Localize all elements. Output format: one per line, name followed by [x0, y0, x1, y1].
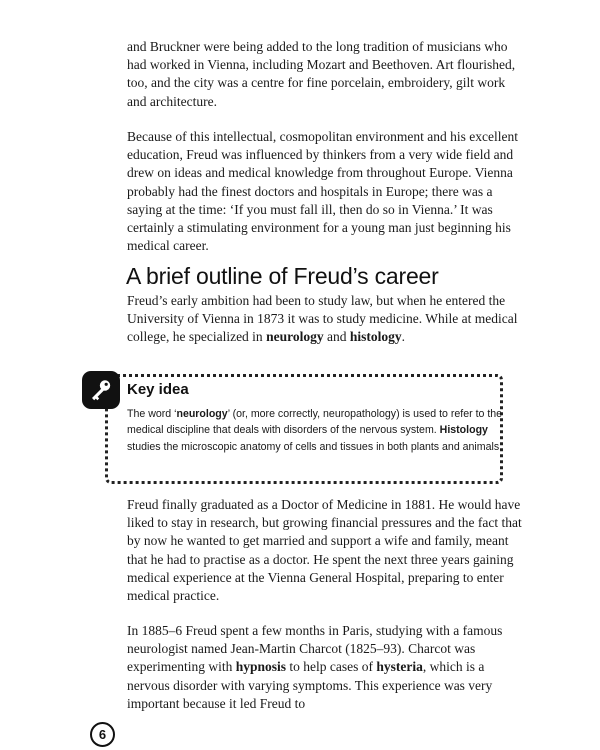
- term-neurology: neurology: [176, 408, 228, 420]
- text-run: studies the microscopic anatomy of cells and tissues in both plants and animals.: [127, 440, 503, 453]
- text-run: The word ‘: [127, 408, 177, 420]
- text-run: ’ (or, more correctly, neuropathology) is used to refer to the medical discipline that deals with disorders of the nervous system.: [127, 408, 503, 437]
- paragraph-vienna-music: and Bruckner were being added to the long tradition of musicians who had worked in Vienna, including Mozart and Beethoven. Art flourished, too, and the city was a centre for fine porcelain, embroidery, gilt work and architecture.: [127, 39, 516, 109]
- text-run: to help cases of: [286, 659, 377, 675]
- page-number: 6: [90, 722, 115, 747]
- paragraph-paris-charcot: [127, 622, 527, 713]
- key-icon-graphic: [87, 376, 115, 404]
- term-hysteria: hysteria: [376, 659, 423, 675]
- key-icon: [82, 371, 120, 409]
- term-histology: histology: [349, 329, 402, 345]
- paragraph-graduation: Freud finally graduated as a Doctor of Medicine in 1881. He would have liked to stay in research, but growing financial pressures and the fact that by now he wanted to get married and support a wife and family, meant that he had to practise as a doctor. He spent the next three years gaining medical experience at the Vienna General Hospital, preparing to enter medical practice.: [127, 497, 522, 604]
- text-run: .: [401, 329, 405, 345]
- text-run: Freud’s early ambition had been to study law, but when he entered the University of Vienna in 1873 it was to study medicine. While at medical college, he specialized in: [127, 293, 518, 345]
- paragraph-vienna-environment: Because of this intellectual, cosmopolitan environment and his excellent education, Freud was influenced by thinkers from a very wide field and drew on ideas and medical knowledge from throughout Europe. Vienna probably had the finest doctors and hospitals in Europe; there was a saying at the time: ‘If you must fall ill, then do so in Vienna.’ It was certainly a stimulating environment for a young man just beginning his medical career.: [127, 129, 519, 254]
- term-histology: Histology: [439, 424, 488, 437]
- term-neurology: neurology: [266, 329, 324, 345]
- text-run: , which is a nervous disorder with varying symptoms. This experience was very important because it led Freud to: [127, 659, 493, 711]
- text-run: and: [323, 329, 350, 345]
- text-run: In 1885–6 Freud spent a few months in Paris, studying with a famous neurologist named Jean-Martin Charcot (1825–93). Charcot was experimenting with: [127, 623, 503, 675]
- key-idea-text: [127, 406, 507, 455]
- key-idea-title: Key idea: [127, 381, 189, 398]
- term-hypnosis: hypnosis: [235, 659, 287, 675]
- section-heading: A brief outline of Freud’s career: [126, 263, 439, 289]
- paragraph-early-ambition: [127, 292, 527, 347]
